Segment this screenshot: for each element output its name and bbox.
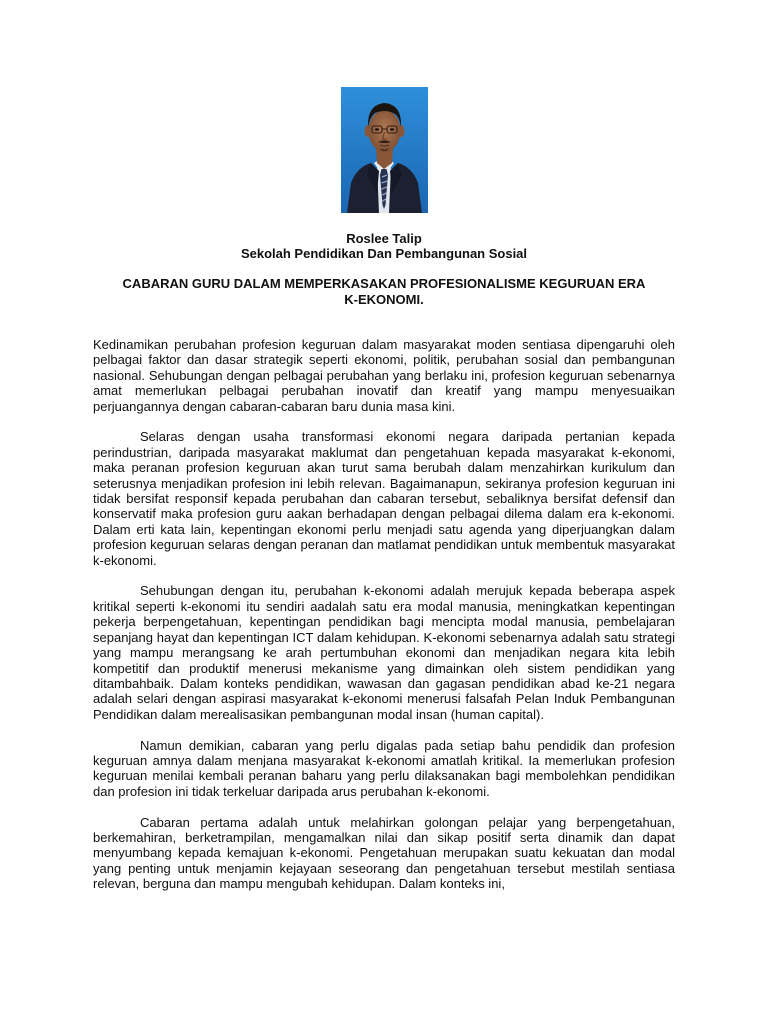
paragraph-5: Cabaran pertama adalah untuk melahirkan golongan pelajar yang berpengetahuan, berkemahiran, berketrampilan, mengamalkan nilai dan sikap positif serta dinamik dan dapat menyumbang kepada kemajuan k-ekonomi. Pengetahuan merupakan suatu kekuatan dan modal yang penting untuk menjamin kejayaan seseorang dan pengetahuan tersebut mestilah sentiasa relevan, berguna dan mampu mengubah kehidupan. Dalam konteks ini, bbox=[93, 814, 675, 892]
author-name: Roslee Talip bbox=[346, 231, 422, 246]
author-photo bbox=[341, 87, 428, 213]
paragraph-4: Namun demikian, cabaran yang perlu digalas pada setiap bahu pendidik dan profesion keguruan amnya dalam menjana masyarakat k-ekonomi amatlah kritikal. Ia memerlukan profesion keguruan menilai kembali peranan baharu yang perlu dilaksanakan bagi membolehkan pendidikan dan profesion ini tidak terkeluar daripada arus perubahan k-ekonomi. bbox=[93, 737, 675, 799]
paragraph-2: Selaras dengan usaha transformasi ekonomi negara daripada pertanian kepada perindustrian, daripada masyarakat maklumat dan pengetahuan kepada masyarakat k-ekonomi, maka peranan profesion keguruan akan turut sama berubah dalam menzahirkan kurikulum dan seterusnya menjadikan profesion ini lebih relevan. Bagaimanapun, sekiranya profesion keguruan ini tidak bersifat responsif kepada perubahan dan cabaran tersebut, sebaliknya bersifat defensif dan konservatif maka profesion guru aakan berhadapan dengan pelbagai dilema dalam era k-ekonomi. Dalam erti kata lain, kepentingan ekonomi perlu menjadi satu agenda yang diperjuangkan dalam profesion keguruan selaras dengan peranan dan matlamat pendidikan untuk membentuk masyarakat k-ekonomi. bbox=[93, 429, 675, 568]
author-school: Sekolah Pendidikan Dan Pembangunan Sosial bbox=[240, 246, 528, 261]
author-portrait-image bbox=[341, 87, 428, 213]
paragraph-3: Sehubungan dengan itu, perubahan k-ekonomi adalah merujuk kepada beberapa aspek kritikal seperti k-ekonomi itu sendiri aadalah satu era modal manusia, meningkatkan kepentingan pekerja berpengetahuan, kepentingan pendidikan bagi mencipta modal manusia, pembelajaran sepanjang hayat dan kepentingan ICT dalam kehidupan. K-ekonomi sebenarnya adalah satu strategi yang mampu merangsang ke arah pertumbuhan ekonomi dan menjadikan negara kita lebih kompetitif dan produktif menerusi mekanisme yang dimainkan oleh sistem pendidikan yang ditambahbaik. Dalam konteks pendidikan, wawasan dan gagasan pendidikan abad ke-21 negara adalah selari dengan aspirasi masyarakat k-ekonomi menerusi falsafah Pelan Induk Pembangunan Pendidikan dalam merealisasikan pembangunan modal insan (human capital). bbox=[93, 583, 675, 722]
article-body bbox=[93, 337, 675, 907]
article-title-line-2: K-EKONOMI. bbox=[344, 292, 424, 307]
paragraph-1: Kedinamikan perubahan profesion keguruan dalam masyarakat moden sentiasa dipengaruhi oleh pelbagai faktor dan dasar strategik seperti ekonomi, politik, perubahan sosial dan pembangunan nasional. Sehubungan dengan pelbagai perubahan yang berlaku ini, profesion keguruan sebenarnya amat memerlukan pelbagai perubahan inovatif dan kreatif yang mampu menyesuaikan perjuangannya dengan cabaran-cabaran baru dunia masa kini. bbox=[93, 337, 675, 414]
article-title-line-1: CABARAN GURU DALAM MEMPERKASAKAN PROFESIONALISME KEGURUAN ERA bbox=[122, 276, 646, 291]
